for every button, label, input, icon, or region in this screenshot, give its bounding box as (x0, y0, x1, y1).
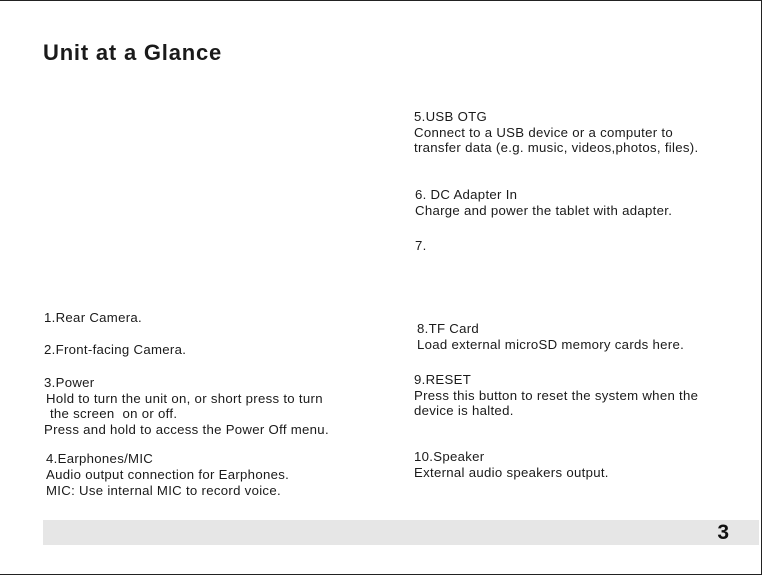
item-heading: 10.Speaker (414, 449, 485, 464)
item-line: Press this button to reset the system when the (414, 387, 699, 403)
item-line: Load external microSD memory cards here. (417, 336, 685, 352)
item-7 (415, 238, 427, 254)
item-line: Hold to turn the unit on, or short press to turn (46, 390, 323, 406)
footer-bar (43, 520, 759, 545)
item-line: External audio speakers output. (414, 464, 609, 480)
item-power (44, 375, 329, 437)
item-rear-camera (44, 310, 142, 326)
item-heading: 5.USB OTG (414, 109, 488, 124)
item-reset (414, 372, 698, 419)
item-line: Audio output connection for Earphones. (46, 466, 290, 482)
item-dc-adapter (415, 187, 672, 218)
item-heading: 2.Front-facing Camera. (44, 342, 187, 357)
item-heading: 1.Rear Camera. (44, 310, 143, 325)
item-tf-card (417, 321, 684, 352)
item-front-camera (44, 342, 186, 358)
item-line: MIC: Use internal MIC to record voice. (46, 483, 281, 498)
item-heading: 9.RESET (414, 372, 472, 387)
item-speaker (414, 449, 609, 480)
page-title: Unit at a Glance (43, 40, 223, 65)
item-heading: 7. (415, 238, 427, 253)
item-heading: 8.TF Card (417, 321, 480, 336)
item-heading: 3.Power (44, 375, 95, 390)
item-line: the screen on or off. (46, 406, 178, 421)
item-line: device is halted. (414, 403, 514, 418)
item-line: Charge and power the tablet with adapter. (415, 202, 673, 218)
page-number: 3 (717, 521, 729, 544)
item-usb-otg (414, 109, 698, 156)
item-line: Connect to a USB device or a computer to (414, 124, 674, 140)
item-line: Press and hold to access the Power Off menu. (44, 421, 329, 437)
item-heading: 6. DC Adapter In (415, 187, 518, 202)
item-earphones (46, 451, 289, 499)
item-line: transfer data (e.g. music, videos,photos, files). (414, 140, 699, 155)
item-heading: 4.Earphones/MIC (46, 451, 154, 466)
